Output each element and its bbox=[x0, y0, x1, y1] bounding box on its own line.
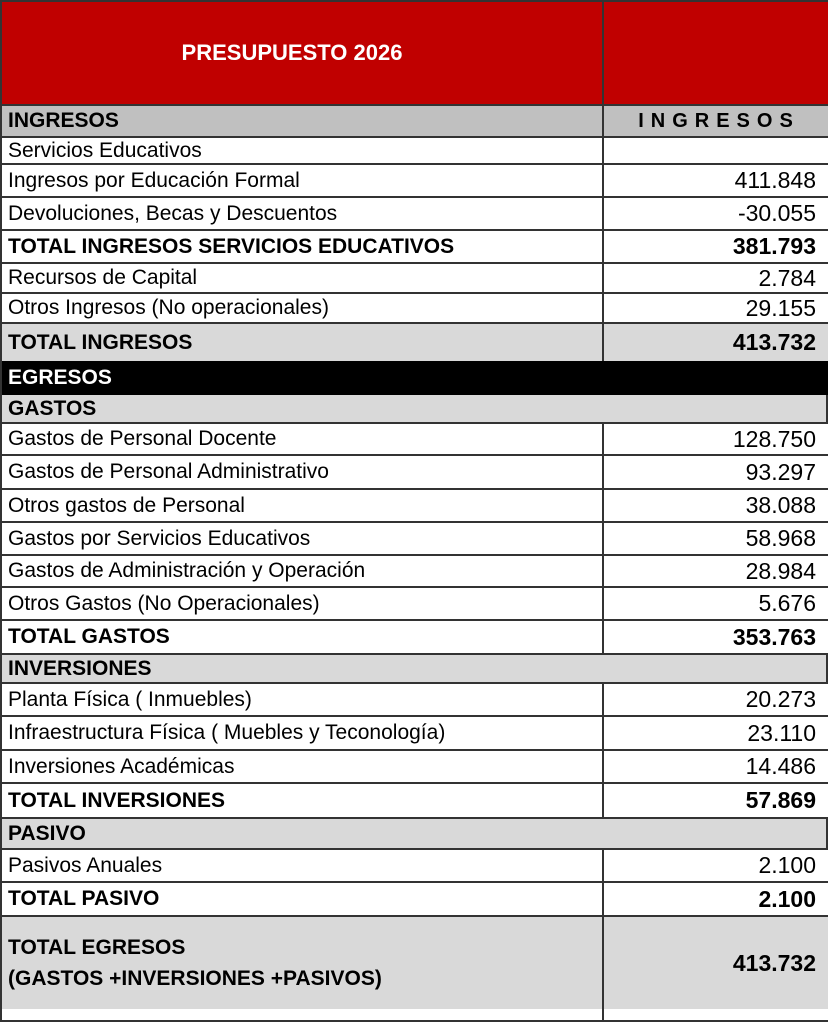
total-servicios-row bbox=[0, 231, 828, 264]
row-label: Gastos de Personal Administrativo bbox=[0, 456, 604, 488]
total-egresos-line1: TOTAL EGRESOS bbox=[8, 936, 186, 959]
total-label: TOTAL INGRESOS bbox=[0, 324, 604, 361]
row-label: Planta Física ( Inmuebles) bbox=[0, 684, 604, 715]
row-value: 28.984 bbox=[745, 557, 816, 584]
total-pasivo-row bbox=[0, 883, 828, 917]
total-egresos-line2: (GASTOS +INVERSIONES +PASIVOS) bbox=[8, 967, 382, 990]
row-value: -30.055 bbox=[737, 200, 816, 226]
column-header-row bbox=[0, 106, 828, 138]
row-value: 58.968 bbox=[745, 525, 816, 551]
total-ingresos-row bbox=[0, 324, 828, 361]
row-value: 23.110 bbox=[747, 719, 816, 746]
table-row bbox=[0, 684, 828, 717]
gastos-section-row bbox=[0, 395, 828, 424]
ingresos-column-header: INGRESOS bbox=[638, 109, 800, 132]
row-value: 29.155 bbox=[745, 294, 816, 321]
subheader-row bbox=[0, 138, 828, 165]
total-value: 2.100 bbox=[758, 885, 816, 912]
total-label: TOTAL GASTOS bbox=[0, 621, 604, 653]
table-row bbox=[0, 424, 828, 456]
total-value: 57.869 bbox=[745, 787, 816, 813]
total-value: 353.763 bbox=[732, 623, 816, 650]
row-label: Gastos por Servicios Educativos bbox=[0, 523, 604, 554]
table-row bbox=[0, 198, 828, 231]
total-value: 413.732 bbox=[732, 329, 816, 355]
total-label: TOTAL INVERSIONES bbox=[0, 784, 604, 817]
row-label: Pasivos Anuales bbox=[0, 850, 604, 881]
egresos-header-row bbox=[0, 361, 828, 395]
total-inversiones-row bbox=[0, 784, 828, 819]
row-value: 5.676 bbox=[758, 590, 816, 616]
section-label: INVERSIONES bbox=[0, 655, 828, 682]
row-label: Otros Ingresos (No operacionales) bbox=[0, 294, 604, 322]
inversiones-section-row bbox=[0, 655, 828, 684]
table-row bbox=[0, 456, 828, 490]
page-title: PRESUPUESTO 2026 bbox=[0, 2, 604, 104]
title-blank-cell bbox=[604, 2, 828, 104]
row-label: Gastos de Personal Docente bbox=[0, 424, 604, 454]
table-row bbox=[0, 850, 828, 883]
row-value: 2.784 bbox=[758, 264, 816, 291]
table-row bbox=[0, 717, 828, 751]
table-row bbox=[0, 294, 828, 324]
total-egresos-label bbox=[0, 917, 604, 1009]
row-value: 14.486 bbox=[745, 753, 816, 779]
table-row bbox=[0, 556, 828, 588]
total-gastos-row bbox=[0, 621, 828, 655]
row-label: Otros gastos de Personal bbox=[0, 490, 604, 521]
total-label: TOTAL INGRESOS SERVICIOS EDUCATIVOS bbox=[0, 231, 604, 262]
total-label: TOTAL PASIVO bbox=[0, 883, 604, 915]
title-row bbox=[0, 0, 828, 106]
pasivo-section-row bbox=[0, 819, 828, 850]
row-label: Infraestructura Física ( Muebles y Teconología) bbox=[0, 717, 604, 749]
servicios-educativos-label: Servicios Educativos bbox=[0, 138, 604, 163]
total-egresos-value: 413.732 bbox=[732, 949, 816, 976]
egresos-header: EGRESOS bbox=[0, 361, 828, 395]
total-value: 381.793 bbox=[732, 233, 816, 259]
section-label: GASTOS bbox=[0, 395, 828, 422]
table-row bbox=[0, 264, 828, 294]
table-row bbox=[0, 490, 828, 523]
row-label: Inversiones Académicas bbox=[0, 751, 604, 782]
total-egresos-row bbox=[0, 917, 828, 1009]
row-value: 20.273 bbox=[745, 686, 816, 712]
row-label: Recursos de Capital bbox=[0, 264, 604, 292]
row-label: Gastos de Administración y Operación bbox=[0, 556, 604, 586]
row-value: 2.100 bbox=[758, 852, 816, 878]
section-label: PASIVO bbox=[0, 819, 828, 848]
table-row bbox=[0, 165, 828, 198]
row-value: 128.750 bbox=[732, 425, 816, 452]
row-value: 411.848 bbox=[734, 167, 816, 193]
ingresos-section-header: INGRESOS bbox=[0, 106, 604, 136]
table-row bbox=[0, 588, 828, 621]
table-row bbox=[0, 751, 828, 784]
blank-row bbox=[0, 1009, 828, 1022]
row-value: 93.297 bbox=[745, 458, 816, 485]
row-value: 38.088 bbox=[745, 492, 816, 518]
row-label: Devoluciones, Becas y Descuentos bbox=[0, 198, 604, 229]
row-label: Otros Gastos (No Operacionales) bbox=[0, 588, 604, 619]
table-row bbox=[0, 523, 828, 556]
row-label: Ingresos por Educación Formal bbox=[0, 165, 604, 196]
